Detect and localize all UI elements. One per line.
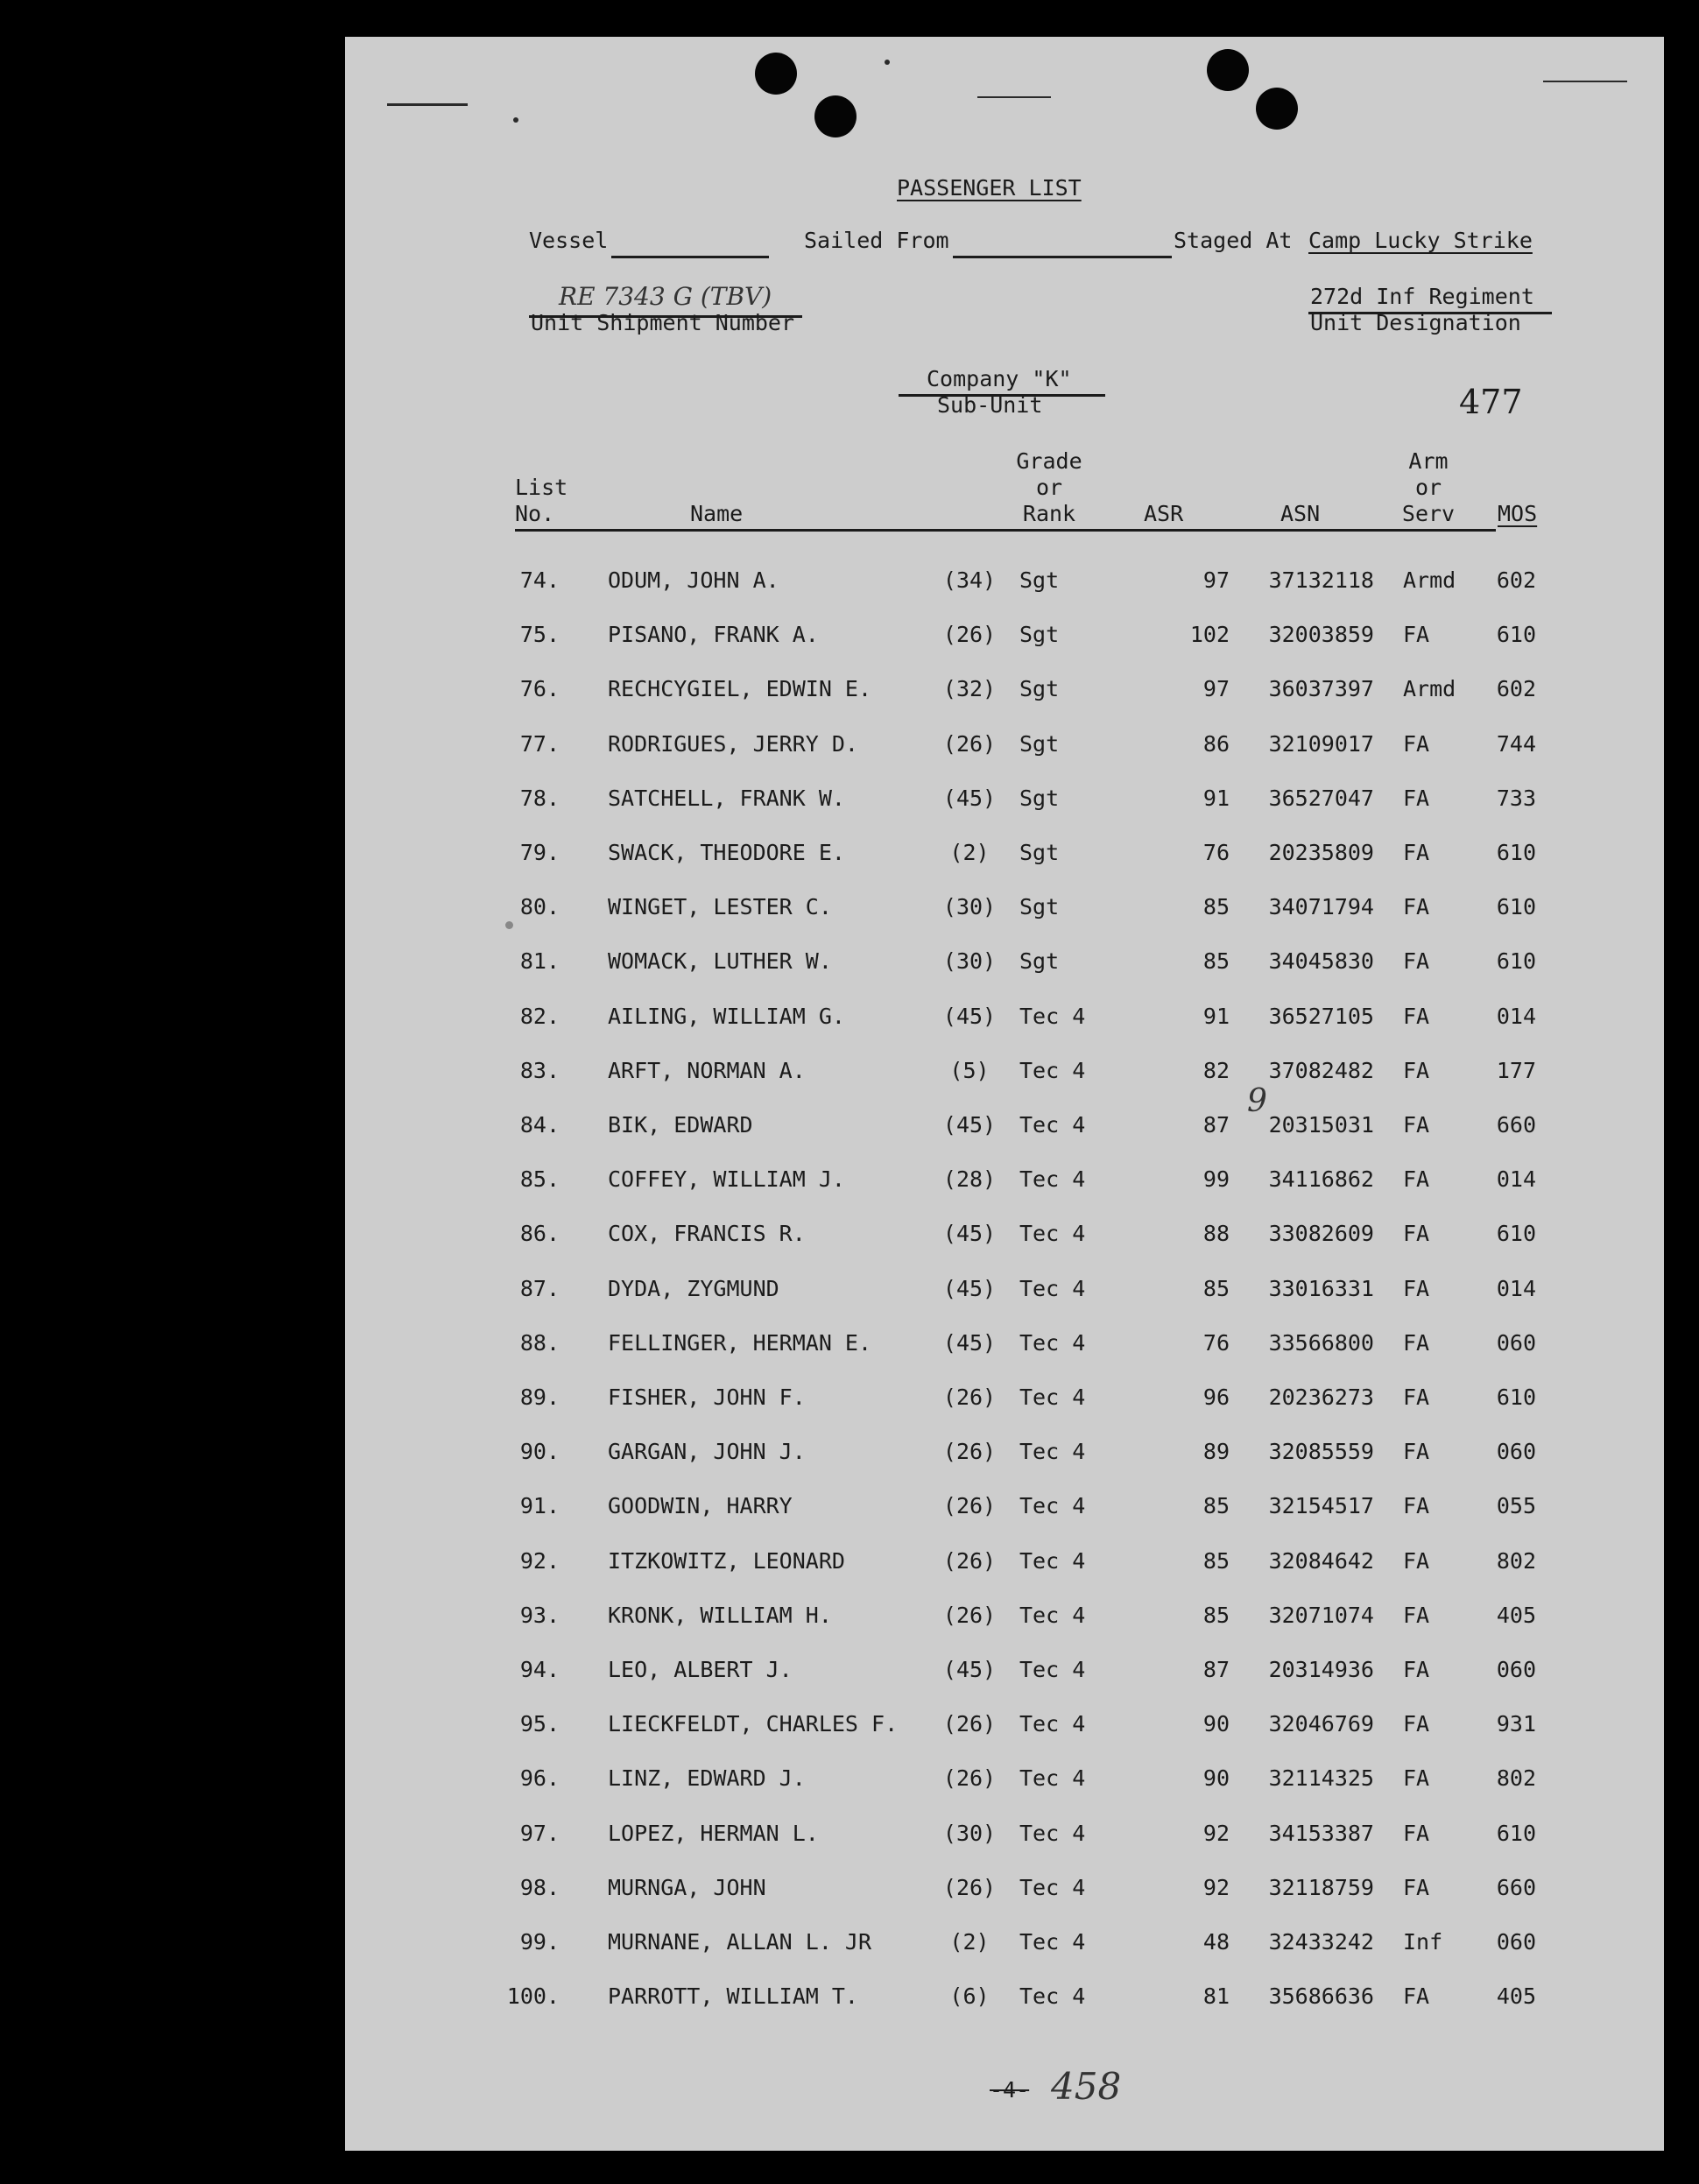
col-header-arm: Arm or Serv bbox=[1401, 448, 1456, 526]
sub-unit-value: Company "K" bbox=[927, 366, 1072, 391]
cell-no: 84. bbox=[519, 1112, 560, 1138]
cell-asr: 85 bbox=[1202, 894, 1230, 920]
cell-mos: 610 bbox=[1496, 1221, 1536, 1247]
header-rule bbox=[515, 529, 1496, 532]
table-row bbox=[345, 567, 1664, 594]
cell-asn: 34071794 bbox=[1268, 894, 1374, 920]
col-header-name: Name bbox=[690, 501, 744, 526]
cell-mos: 060 bbox=[1496, 1329, 1536, 1356]
staged-at-label: Staged At bbox=[1174, 228, 1293, 253]
cell-mos: 405 bbox=[1496, 1602, 1536, 1628]
cell-asr: 92 bbox=[1202, 1874, 1230, 1900]
table-row bbox=[345, 1276, 1664, 1302]
cell-mos: 014 bbox=[1496, 1003, 1536, 1029]
cell-rank: Tec 4 bbox=[1019, 1820, 1086, 1846]
cell-arm: FA bbox=[1403, 1657, 1430, 1682]
cell-no: 85. bbox=[519, 1166, 560, 1193]
cell-name: PARROTT, WILLIAM T. bbox=[608, 1983, 858, 2010]
table-row bbox=[345, 1166, 1664, 1193]
table-row bbox=[345, 622, 1664, 648]
cell-asr: 102 bbox=[1189, 622, 1230, 648]
cell-no: 91. bbox=[519, 1493, 560, 1519]
cell-rank: Tec 4 bbox=[1019, 1439, 1086, 1465]
cell-arm: FA bbox=[1403, 730, 1430, 757]
cell-asr: 82 bbox=[1202, 1057, 1230, 1083]
cell-age: (30) bbox=[942, 948, 997, 975]
cell-rank: Tec 4 bbox=[1019, 1765, 1086, 1792]
cell-name: COX, FRANCIS R. bbox=[608, 1221, 806, 1247]
cell-arm: Armd bbox=[1403, 567, 1456, 593]
cell-asr: 87 bbox=[1202, 1112, 1230, 1138]
table-row bbox=[345, 676, 1664, 702]
cell-rank: Tec 4 bbox=[1019, 1112, 1086, 1138]
cell-mos: 660 bbox=[1496, 1874, 1536, 1900]
cell-age: (45) bbox=[942, 1329, 997, 1356]
table-row bbox=[345, 894, 1664, 920]
cell-no: 100. bbox=[506, 1983, 560, 2010]
cell-no: 94. bbox=[519, 1657, 560, 1682]
cell-asn: 20315031 bbox=[1268, 1112, 1374, 1138]
staged-at-value: Camp Lucky Strike bbox=[1308, 228, 1533, 253]
cell-mos: 931 bbox=[1496, 1711, 1536, 1737]
cell-arm: FA bbox=[1403, 1275, 1430, 1301]
vessel-blank bbox=[611, 256, 769, 258]
table-row bbox=[345, 840, 1664, 866]
cell-asn: 33016331 bbox=[1268, 1275, 1374, 1301]
cell-name: DYDA, ZYGMUND bbox=[608, 1275, 779, 1301]
document-page bbox=[345, 37, 1664, 2151]
cell-arm: FA bbox=[1403, 1493, 1430, 1519]
scan-mark bbox=[977, 96, 1051, 98]
cell-arm: FA bbox=[1403, 1765, 1430, 1792]
cell-age: (45) bbox=[942, 1657, 997, 1682]
cell-arm: FA bbox=[1403, 1547, 1430, 1574]
table-row bbox=[345, 1765, 1664, 1792]
cell-asr: 97 bbox=[1202, 676, 1230, 702]
cell-age: (26) bbox=[942, 1602, 997, 1628]
cell-mos: 014 bbox=[1496, 1166, 1536, 1193]
sub-unit-label: Sub-Unit bbox=[937, 392, 1043, 418]
cell-age: (5) bbox=[949, 1057, 990, 1083]
cell-no: 74. bbox=[519, 567, 560, 593]
cell-asr: 99 bbox=[1202, 1166, 1230, 1193]
cell-arm: FA bbox=[1403, 1166, 1430, 1193]
cell-age: (26) bbox=[942, 1384, 997, 1410]
cell-no: 83. bbox=[519, 1057, 560, 1083]
cell-asr: 76 bbox=[1202, 840, 1230, 865]
table-row bbox=[345, 1657, 1664, 1683]
cell-no: 80. bbox=[519, 894, 560, 920]
cell-no: 77. bbox=[519, 730, 560, 757]
cell-mos: 055 bbox=[1496, 1493, 1536, 1519]
table-row bbox=[345, 1983, 1664, 2010]
cell-rank: Tec 4 bbox=[1019, 1384, 1086, 1410]
cell-name: WOMACK, LUTHER W. bbox=[608, 948, 832, 975]
cell-arm: FA bbox=[1403, 948, 1430, 975]
cell-asr: 85 bbox=[1202, 1493, 1230, 1519]
cell-age: (45) bbox=[942, 1112, 997, 1138]
col-header-grade: Grade or Rank bbox=[1016, 448, 1082, 526]
cell-asr: 87 bbox=[1202, 1657, 1230, 1682]
table-row bbox=[345, 1821, 1664, 1847]
cell-age: (26) bbox=[942, 1874, 997, 1900]
cell-age: (26) bbox=[942, 1765, 997, 1792]
cell-no: 76. bbox=[519, 676, 560, 702]
cell-no: 90. bbox=[519, 1439, 560, 1465]
cell-asr: 91 bbox=[1202, 1003, 1230, 1029]
cell-rank: Tec 4 bbox=[1019, 1874, 1086, 1900]
cell-no: 98. bbox=[519, 1874, 560, 1900]
cell-mos: 602 bbox=[1496, 567, 1536, 593]
cell-name: COFFEY, WILLIAM J. bbox=[608, 1166, 845, 1193]
cell-age: (45) bbox=[942, 785, 997, 811]
cell-no: 75. bbox=[519, 622, 560, 648]
cell-age: (2) bbox=[949, 840, 990, 865]
cell-age: (26) bbox=[942, 1493, 997, 1519]
col-header-asr: ASR bbox=[1144, 501, 1184, 526]
cell-mos: 014 bbox=[1496, 1275, 1536, 1301]
page-title: PASSENGER LIST bbox=[897, 175, 1082, 201]
cell-asn: 33566800 bbox=[1268, 1329, 1374, 1356]
cell-arm: FA bbox=[1403, 1384, 1430, 1410]
cell-rank: Tec 4 bbox=[1019, 1329, 1086, 1356]
cell-rank: Tec 4 bbox=[1019, 1711, 1086, 1737]
table-row bbox=[345, 948, 1664, 975]
cell-asn: 32003859 bbox=[1268, 622, 1374, 648]
cell-arm: FA bbox=[1403, 1112, 1430, 1138]
cell-name: GARGAN, JOHN J. bbox=[608, 1439, 806, 1465]
cell-arm: FA bbox=[1403, 1439, 1430, 1465]
table-row bbox=[345, 1493, 1664, 1519]
cell-mos: 177 bbox=[1496, 1057, 1536, 1083]
punch-hole bbox=[1256, 88, 1298, 130]
cell-asn: 20236273 bbox=[1268, 1384, 1374, 1410]
cell-name: PISANO, FRANK A. bbox=[608, 622, 819, 648]
col-header-asn: ASN bbox=[1280, 501, 1321, 526]
cell-name: KRONK, WILLIAM H. bbox=[608, 1602, 832, 1628]
punch-hole bbox=[814, 95, 857, 137]
cell-rank: Sgt bbox=[1019, 567, 1060, 593]
cell-asr: 90 bbox=[1202, 1765, 1230, 1792]
cell-rank: Sgt bbox=[1019, 948, 1060, 975]
cell-asr: 89 bbox=[1202, 1439, 1230, 1465]
cell-name: BIK, EDWARD bbox=[608, 1112, 753, 1138]
cell-asn: 34116862 bbox=[1268, 1166, 1374, 1193]
unit-designation-label: Unit Designation bbox=[1310, 310, 1521, 335]
cell-mos: 802 bbox=[1496, 1547, 1536, 1574]
cell-rank: Tec 4 bbox=[1019, 1275, 1086, 1301]
cell-rank: Tec 4 bbox=[1019, 1493, 1086, 1519]
cell-no: 79. bbox=[519, 840, 560, 865]
cell-asn: 32433242 bbox=[1268, 1929, 1374, 1955]
cell-arm: Armd bbox=[1403, 676, 1456, 702]
cell-no: 78. bbox=[519, 785, 560, 811]
scan-mark bbox=[1543, 81, 1627, 82]
cell-mos: 610 bbox=[1496, 948, 1536, 975]
table-row bbox=[345, 1711, 1664, 1737]
cell-age: (26) bbox=[942, 1711, 997, 1737]
cell-mos: 744 bbox=[1496, 730, 1536, 757]
cell-name: LOPEZ, HERMAN L. bbox=[608, 1820, 819, 1846]
cell-mos: 060 bbox=[1496, 1657, 1536, 1682]
cell-arm: FA bbox=[1403, 1983, 1430, 2010]
table-row bbox=[345, 1875, 1664, 1901]
cell-asn: 32114325 bbox=[1268, 1765, 1374, 1792]
cell-mos: 610 bbox=[1496, 1820, 1536, 1846]
cell-age: (34) bbox=[942, 567, 997, 593]
unit-designation-value: 272d Inf Regiment bbox=[1310, 284, 1534, 309]
cell-asn: 35686636 bbox=[1268, 1983, 1374, 2010]
cell-asn: 36527047 bbox=[1268, 785, 1374, 811]
cell-name: AILING, WILLIAM G. bbox=[608, 1003, 845, 1029]
cell-arm: FA bbox=[1403, 785, 1430, 811]
cell-name: MURNGA, JOHN bbox=[608, 1874, 766, 1900]
table-row bbox=[345, 1058, 1664, 1084]
cell-rank: Tec 4 bbox=[1019, 1166, 1086, 1193]
cell-no: 86. bbox=[519, 1221, 560, 1247]
cell-asn: 36037397 bbox=[1268, 676, 1374, 702]
table-row bbox=[345, 1004, 1664, 1030]
cell-age: (26) bbox=[942, 730, 997, 757]
cell-asr: 85 bbox=[1202, 1547, 1230, 1574]
cell-name: RECHCYGIEL, EDWIN E. bbox=[608, 676, 872, 702]
cell-no: 87. bbox=[519, 1275, 560, 1301]
cell-arm: FA bbox=[1403, 840, 1430, 865]
cell-asr: 91 bbox=[1202, 785, 1230, 811]
scan-mark bbox=[387, 103, 468, 106]
cell-name: MURNANE, ALLAN L. JR bbox=[608, 1929, 872, 1955]
cell-rank: Sgt bbox=[1019, 894, 1060, 920]
unit-shipment-value: RE 7343 G (TBV) bbox=[559, 282, 772, 311]
cell-rank: Tec 4 bbox=[1019, 1057, 1086, 1083]
cell-asr: 81 bbox=[1202, 1983, 1230, 2010]
cell-asn: 20235809 bbox=[1268, 840, 1374, 865]
punch-hole bbox=[1207, 49, 1249, 91]
cell-rank: Tec 4 bbox=[1019, 1221, 1086, 1247]
cell-no: 99. bbox=[519, 1929, 560, 1955]
cell-name: ARFT, NORMAN A. bbox=[608, 1057, 806, 1083]
cell-mos: 733 bbox=[1496, 785, 1536, 811]
cell-arm: FA bbox=[1403, 1329, 1430, 1356]
table-row bbox=[345, 1384, 1664, 1411]
handwritten-correction: 9 bbox=[1247, 1083, 1267, 1119]
cell-mos: 060 bbox=[1496, 1439, 1536, 1465]
cell-no: 88. bbox=[519, 1329, 560, 1356]
cell-rank: Tec 4 bbox=[1019, 1657, 1086, 1682]
cell-asn: 34153387 bbox=[1268, 1820, 1374, 1846]
cell-rank: Sgt bbox=[1019, 730, 1060, 757]
table-row bbox=[345, 1548, 1664, 1575]
table-row bbox=[345, 1221, 1664, 1247]
cell-asr: 88 bbox=[1202, 1221, 1230, 1247]
cell-age: (26) bbox=[942, 1439, 997, 1465]
scan-speck bbox=[505, 921, 513, 929]
cell-no: 81. bbox=[519, 948, 560, 975]
cell-mos: 802 bbox=[1496, 1765, 1536, 1792]
cell-asr: 90 bbox=[1202, 1711, 1230, 1737]
cell-age: (28) bbox=[942, 1166, 997, 1193]
cell-age: (26) bbox=[942, 622, 997, 648]
cell-arm: FA bbox=[1403, 1057, 1430, 1083]
punch-hole bbox=[755, 53, 797, 95]
stamp-number: 477 bbox=[1459, 383, 1523, 421]
cell-asn: 32154517 bbox=[1268, 1493, 1374, 1519]
cell-asr: 85 bbox=[1202, 948, 1230, 975]
cell-age: (26) bbox=[942, 1547, 997, 1574]
cell-rank: Tec 4 bbox=[1019, 1929, 1086, 1955]
table-row bbox=[345, 786, 1664, 812]
cell-asn: 33082609 bbox=[1268, 1221, 1374, 1247]
cell-asr: 48 bbox=[1202, 1929, 1230, 1955]
cell-rank: Sgt bbox=[1019, 676, 1060, 702]
cell-arm: FA bbox=[1403, 1221, 1430, 1247]
cell-asn: 32046769 bbox=[1268, 1711, 1374, 1737]
cell-name: GOODWIN, HARRY bbox=[608, 1493, 793, 1519]
cell-asr: 97 bbox=[1202, 567, 1230, 593]
cell-arm: FA bbox=[1403, 1820, 1430, 1846]
cell-asn: 36527105 bbox=[1268, 1003, 1374, 1029]
cell-name: LIECKFELDT, CHARLES F. bbox=[608, 1711, 899, 1737]
cell-age: (45) bbox=[942, 1221, 997, 1247]
cell-name: SWACK, THEODORE E. bbox=[608, 840, 845, 865]
cell-asn: 32071074 bbox=[1268, 1602, 1374, 1628]
cell-rank: Tec 4 bbox=[1019, 1602, 1086, 1628]
table-row bbox=[345, 1603, 1664, 1629]
cell-arm: Inf bbox=[1403, 1929, 1443, 1955]
cell-rank: Tec 4 bbox=[1019, 1547, 1086, 1574]
handwritten-page-number: 458 bbox=[1051, 2065, 1122, 2108]
col-header-mos: MOS bbox=[1498, 501, 1538, 526]
cell-asn: 32085559 bbox=[1268, 1439, 1374, 1465]
cell-rank: Tec 4 bbox=[1019, 1983, 1086, 2010]
page-number: -4- bbox=[990, 2077, 1030, 2103]
col-header-list-no: List No. bbox=[515, 475, 568, 526]
cell-asn: 32118759 bbox=[1268, 1874, 1374, 1900]
cell-age: (45) bbox=[942, 1003, 997, 1029]
cell-mos: 610 bbox=[1496, 622, 1536, 648]
cell-asr: 96 bbox=[1202, 1384, 1230, 1410]
cell-asr: 76 bbox=[1202, 1329, 1230, 1356]
cell-name: ITZKOWITZ, LEONARD bbox=[608, 1547, 845, 1574]
scan-mark bbox=[513, 117, 518, 123]
cell-no: 93. bbox=[519, 1602, 560, 1628]
cell-arm: FA bbox=[1403, 894, 1430, 920]
cell-age: (6) bbox=[949, 1983, 990, 2010]
table-row bbox=[345, 1929, 1664, 1955]
cell-arm: FA bbox=[1403, 1711, 1430, 1737]
cell-age: (30) bbox=[942, 894, 997, 920]
cell-age: (30) bbox=[942, 1820, 997, 1846]
cell-rank: Sgt bbox=[1019, 622, 1060, 648]
table-row bbox=[345, 1330, 1664, 1356]
cell-age: (32) bbox=[942, 676, 997, 702]
cell-name: SATCHELL, FRANK W. bbox=[608, 785, 845, 811]
cell-rank: Tec 4 bbox=[1019, 1003, 1086, 1029]
cell-name: WINGET, LESTER C. bbox=[608, 894, 832, 920]
cell-asr: 86 bbox=[1202, 730, 1230, 757]
cell-name: LEO, ALBERT J. bbox=[608, 1657, 793, 1682]
cell-no: 97. bbox=[519, 1820, 560, 1846]
cell-asn: 32109017 bbox=[1268, 730, 1374, 757]
vessel-label: Vessel bbox=[529, 228, 609, 253]
cell-asn: 37132118 bbox=[1268, 567, 1374, 593]
cell-asr: 92 bbox=[1202, 1820, 1230, 1846]
cell-mos: 405 bbox=[1496, 1983, 1536, 2010]
cell-name: LINZ, EDWARD J. bbox=[608, 1765, 806, 1792]
cell-no: 92. bbox=[519, 1547, 560, 1574]
cell-no: 96. bbox=[519, 1765, 560, 1792]
table-row bbox=[345, 731, 1664, 757]
sailed-from-label: Sailed From bbox=[804, 228, 949, 253]
cell-name: FELLINGER, HERMAN E. bbox=[608, 1329, 872, 1356]
table-row bbox=[345, 1439, 1664, 1465]
unit-shipment-label: Unit Shipment Number bbox=[531, 310, 795, 335]
scan-mark bbox=[885, 60, 890, 65]
cell-rank: Sgt bbox=[1019, 785, 1060, 811]
cell-asr: 85 bbox=[1202, 1602, 1230, 1628]
cell-mos: 610 bbox=[1496, 840, 1536, 865]
cell-age: (2) bbox=[949, 1929, 990, 1955]
cell-arm: FA bbox=[1403, 1003, 1430, 1029]
cell-asn: 20314936 bbox=[1268, 1657, 1374, 1682]
cell-name: ODUM, JOHN A. bbox=[608, 567, 779, 593]
cell-arm: FA bbox=[1403, 622, 1430, 648]
table-row bbox=[345, 1112, 1664, 1138]
cell-mos: 602 bbox=[1496, 676, 1536, 702]
cell-arm: FA bbox=[1403, 1874, 1430, 1900]
cell-no: 82. bbox=[519, 1003, 560, 1029]
cell-asn: 34045830 bbox=[1268, 948, 1374, 975]
cell-no: 95. bbox=[519, 1711, 560, 1737]
cell-mos: 610 bbox=[1496, 894, 1536, 920]
cell-name: RODRIGUES, JERRY D. bbox=[608, 730, 858, 757]
sailed-from-blank bbox=[953, 256, 1172, 258]
cell-mos: 660 bbox=[1496, 1112, 1536, 1138]
cell-name: FISHER, JOHN F. bbox=[608, 1384, 806, 1410]
cell-asr: 85 bbox=[1202, 1275, 1230, 1301]
cell-rank: Sgt bbox=[1019, 840, 1060, 865]
cell-asn: 37082482 bbox=[1268, 1057, 1374, 1083]
cell-no: 89. bbox=[519, 1384, 560, 1410]
cell-mos: 060 bbox=[1496, 1929, 1536, 1955]
cell-arm: FA bbox=[1403, 1602, 1430, 1628]
cell-age: (45) bbox=[942, 1275, 997, 1301]
cell-asn: 32084642 bbox=[1268, 1547, 1374, 1574]
cell-mos: 610 bbox=[1496, 1384, 1536, 1410]
